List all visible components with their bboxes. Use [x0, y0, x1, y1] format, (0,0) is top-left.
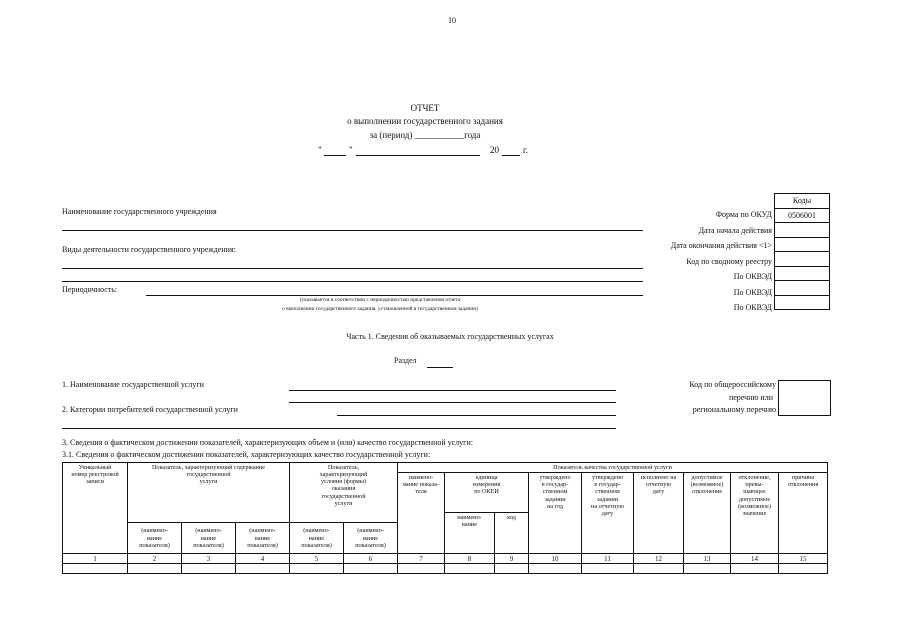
column-number: 13 [684, 554, 731, 564]
code-value[interactable]: 0506001 [775, 208, 830, 223]
service-name-label: 1. Наименование государственной услуги [62, 380, 204, 389]
table-cell[interactable] [236, 564, 290, 574]
date-year-line [502, 155, 520, 156]
header-allowed: допустимое (возможное) отклонение [684, 473, 731, 554]
column-number: 5 [290, 554, 344, 564]
table-cell[interactable] [63, 564, 128, 574]
column-number: 1 [63, 554, 128, 564]
header-deviation: отклонение, превы- шающее допустимое (возможное) значение [731, 473, 779, 554]
consumers-line-2 [62, 428, 616, 429]
code-label: Дата окончания действия <1> [670, 241, 772, 250]
date-year-suffix: г. [523, 145, 528, 155]
code-value[interactable] [775, 252, 830, 267]
column-number: 10 [529, 554, 582, 564]
date-month-line [356, 155, 480, 156]
code-value[interactable] [775, 237, 830, 252]
institution-name-label: Наименование государственного учреждения [62, 207, 217, 216]
codes-header: Коды [775, 194, 830, 209]
item3-label: 3. Сведения о фактическом достижении показателей, характеризующих объем и (или) качество государственной услуги: [62, 438, 473, 447]
service-code-box[interactable] [778, 380, 831, 416]
periodicity-line [146, 295, 643, 296]
table-cell[interactable] [529, 564, 582, 574]
date-quote-open: " [318, 145, 322, 155]
code-label: Форма по ОКУД [715, 210, 772, 219]
column-number: 6 [344, 554, 398, 564]
column-number: 15 [779, 554, 828, 564]
column-number: 11 [582, 554, 634, 564]
column-numbers-row [63, 554, 828, 564]
indicator-name-2: (наимено- вание показателя) [128, 523, 182, 554]
service-code-label-2: перечню или [728, 393, 773, 402]
periodicity-note-1: (указывается в соответствии с периодичностью представления отчета [299, 297, 461, 303]
activities-line-1 [62, 268, 643, 269]
indicator-name-3: (наимено- вание показателя) [182, 523, 236, 554]
consumers-line-1 [337, 415, 616, 416]
header-registry: Уникальный номер реестровой записи [63, 463, 128, 554]
table-cell[interactable] [731, 564, 779, 574]
code-value[interactable] [775, 223, 830, 238]
table-cell[interactable] [290, 564, 344, 574]
code-label: Дата начала действия [698, 225, 772, 235]
header-unit-code: код [495, 513, 529, 554]
code-label: По ОКВЭД [733, 272, 772, 281]
header-reason: причина отклонения [779, 473, 828, 554]
indicator-name-6: (наимено- вание показателя) [344, 523, 398, 554]
header-unit: единица измерения по ОКЕИ [445, 473, 529, 513]
column-number: 12 [634, 554, 684, 564]
column-number: 2 [128, 554, 182, 564]
code-label: Код по сводному реестру [686, 256, 772, 266]
table-cell[interactable] [128, 564, 182, 574]
table-cell[interactable] [582, 564, 634, 574]
section-number-line [427, 367, 453, 368]
header-conditions: Показатель, характеризующий условия (формы) оказания государственной услуги [290, 463, 398, 523]
code-label: По ОКВЭД [733, 287, 772, 297]
table-cell[interactable] [495, 564, 529, 574]
table-row [63, 564, 828, 574]
report-title: ОТЧЕТ [410, 103, 440, 113]
table-cell[interactable] [684, 564, 731, 574]
periodicity-note-2: о выполнении государственного задания, установленной в государственном задании) [282, 306, 478, 312]
column-number: 3 [182, 554, 236, 564]
table-cell[interactable] [779, 564, 828, 574]
code-label: По ОКВЭД [733, 303, 772, 312]
code-value[interactable] [775, 281, 830, 296]
header-approved-year: утверждено в государ- ственном задании на год [529, 473, 582, 554]
section-label: Раздел [394, 356, 417, 365]
date-day-line [324, 155, 346, 156]
header-unit-name: наимено- вание [445, 513, 495, 554]
table-cell[interactable] [445, 564, 495, 574]
header-quality: Показатель качества государственной услуги [398, 463, 828, 473]
item31-label: 3.1. Сведения о фактическом достижении показателей, характеризующих качество государственной услуги: [62, 450, 431, 459]
column-number: 9 [495, 554, 529, 564]
report-period: за (период) ___________года [369, 130, 481, 140]
institution-name-line [62, 230, 643, 231]
table-cell[interactable] [634, 564, 684, 574]
table-cell[interactable] [344, 564, 398, 574]
service-name-line-2 [289, 402, 616, 403]
date-quote-close: " [349, 145, 353, 155]
part1-title: Часть 1. Сведения об оказываемых государственных услугах [346, 332, 554, 341]
code-value[interactable] [775, 295, 830, 310]
activities-line-2 [62, 281, 643, 282]
date-year-prefix: 20 [490, 145, 499, 155]
table-cell[interactable] [182, 564, 236, 574]
header-approved-date: утверждено в государ- ственном задании на отчетную дату [582, 473, 634, 554]
service-code-label-1: Код по общероссийскому [689, 380, 776, 389]
service-code-label-3: региональному перечню [692, 405, 776, 414]
consumers-label: 2. Категории потребителей государственной услуги [62, 405, 238, 414]
header-content: Показатель, характеризующий содержание государственной услуги [128, 463, 290, 523]
service-name-line-1 [289, 390, 616, 391]
codes-table [774, 193, 830, 310]
code-value[interactable] [775, 266, 830, 281]
header-indicator-name: наимено- вание показа- теля [398, 473, 445, 554]
column-number: 8 [445, 554, 495, 564]
page-number: 10 [448, 16, 456, 25]
indicator-name-4: (наимено- вание показателя) [236, 523, 290, 554]
table-cell[interactable] [398, 564, 445, 574]
indicator-name-5: (наимено- вание показателя) [290, 523, 344, 554]
activities-label: Виды деятельности государственного учреждения: [62, 245, 236, 254]
column-number: 7 [398, 554, 445, 564]
header-executed: исполнено на отчетную дату [634, 473, 684, 554]
report-subtitle: о выполнении государственного задания [347, 116, 503, 126]
quality-indicators-table [62, 462, 828, 574]
column-number: 4 [236, 554, 290, 564]
column-number: 14 [731, 554, 779, 564]
periodicity-label: Периодичность: [62, 285, 118, 294]
